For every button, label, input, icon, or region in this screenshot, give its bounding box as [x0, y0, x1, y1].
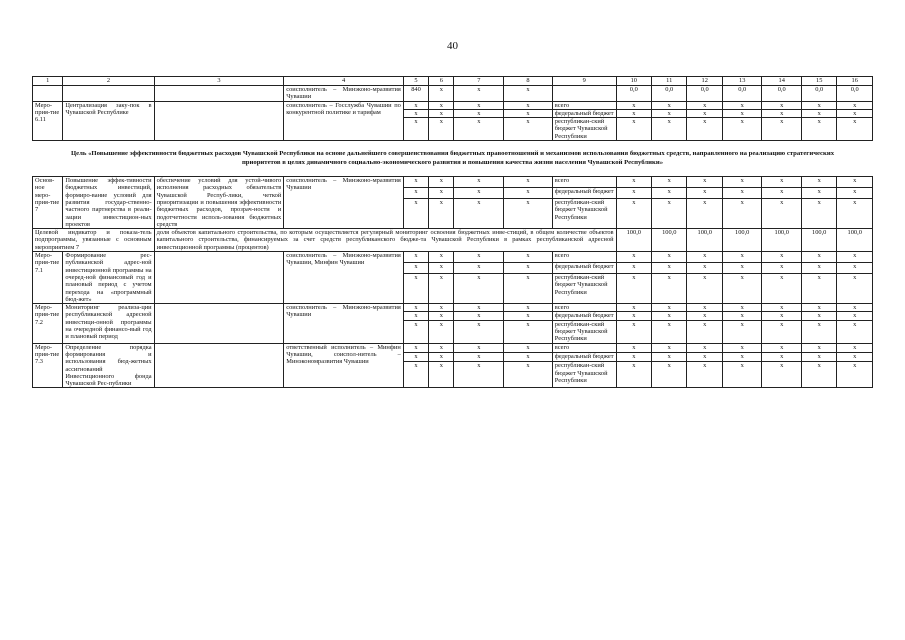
value-cell: x	[762, 362, 802, 388]
measure-name: Формирование рес-публиканской адрес-ной инвестиционной программы на очеред-ной финансовый год и плановый период с учетом перехода на «программный бюд-жет»	[63, 252, 154, 304]
funding-source: федеральный бюджет	[552, 312, 616, 320]
value-cell: x	[454, 198, 504, 228]
funding-source: республикан-ский бюджет Чувашской Республики	[552, 118, 616, 141]
value-cell: x	[652, 188, 687, 199]
value-cell: x	[687, 273, 722, 303]
table-row	[33, 86, 873, 102]
value-cell: 0,0	[837, 86, 873, 102]
measure-name: Повышение эффек-тивности бюджетных инвестиций, формиро-вание условий для развития государ-ственно-частного партнерства в реали-зации инвестицион-ных проектов	[63, 177, 154, 229]
value-cell: x	[801, 262, 836, 273]
value-cell: x	[454, 304, 504, 312]
value-cell: x	[504, 118, 553, 141]
value-cell: x	[722, 362, 762, 388]
value-cell: x	[762, 252, 802, 263]
value-cell: x	[687, 101, 722, 109]
column-number-row	[33, 77, 873, 86]
value-cell: x	[454, 177, 504, 188]
value-cell: x	[454, 101, 504, 109]
value-cell: x	[801, 320, 836, 343]
value-cell: x	[652, 312, 687, 320]
funding-source: федеральный бюджет	[552, 109, 616, 117]
value-cell: x	[652, 177, 687, 188]
value-cell: x	[837, 252, 873, 263]
executor-cell: соисполнитель – Минэконо-мразвития Чувашии	[284, 304, 404, 343]
value-cell: x	[504, 262, 553, 273]
goal-heading: Цель «Повышение эффективности бюджетных расходов Чувашской Республики на основе дальнейшего совершенствования бюджетных правоотношений и механизмов использования бюджетных средств, направленного на реализацию стратегических приоритетов в целях динамичного социально-экономического развития и повышения качества жизни населения Чувашской Республики»	[33, 141, 873, 177]
value-cell: x	[429, 188, 454, 199]
value-cell: x	[652, 198, 687, 228]
funding-source: всего	[552, 343, 616, 352]
value-cell: x	[429, 86, 454, 102]
value-cell: x	[801, 353, 836, 362]
value-cell: x	[454, 362, 504, 388]
value-cell: 0,0	[801, 86, 836, 102]
value-cell: x	[616, 262, 651, 273]
value-cell: x	[616, 343, 651, 352]
value-cell: x	[722, 198, 762, 228]
value-cell: x	[454, 353, 504, 362]
value-cell: x	[762, 273, 802, 303]
value-cell: x	[687, 188, 722, 199]
value-cell: x	[454, 273, 504, 303]
value-cell: x	[429, 252, 454, 263]
column-header: 3	[154, 77, 284, 86]
value-cell: x	[687, 320, 722, 343]
value-cell: x	[403, 262, 428, 273]
value-cell: x	[403, 198, 428, 228]
funding-source: республикан-ский бюджет Чувашской Республики	[552, 273, 616, 303]
column-header: 13	[722, 77, 762, 86]
value-cell: x	[837, 312, 873, 320]
value-cell: x	[687, 343, 722, 352]
value-cell: x	[616, 101, 651, 109]
value-cell: x	[429, 320, 454, 343]
value-cell: x	[652, 262, 687, 273]
column-header: 9	[552, 77, 616, 86]
value-cell: x	[616, 304, 651, 312]
value-cell: x	[616, 198, 651, 228]
value-cell: x	[837, 320, 873, 343]
value-cell: x	[504, 312, 553, 320]
value-cell: x	[504, 198, 553, 228]
value-cell: x	[801, 177, 836, 188]
value-cell: x	[687, 353, 722, 362]
executor-cell: соисполнитель – Минэконо-мразвития Чувашии, Минфин Чувашии	[284, 252, 404, 304]
value-cell: x	[652, 109, 687, 117]
value-cell: 840	[403, 86, 428, 102]
table-row	[33, 343, 873, 352]
value-cell: x	[722, 177, 762, 188]
value-cell: x	[762, 312, 802, 320]
funding-source: всего	[552, 101, 616, 109]
funding-source: федеральный бюджет	[552, 353, 616, 362]
value-cell: x	[504, 188, 553, 199]
value-cell: x	[429, 198, 454, 228]
value-cell: x	[837, 273, 873, 303]
funding-source: всего	[552, 252, 616, 263]
column-header: 14	[762, 77, 802, 86]
funding-source: всего	[552, 177, 616, 188]
value-cell: x	[454, 343, 504, 352]
value-cell: x	[687, 109, 722, 117]
value-cell: x	[762, 101, 802, 109]
column-header: 10	[616, 77, 651, 86]
column-header: 6	[429, 77, 454, 86]
value-cell: x	[652, 101, 687, 109]
value-cell: x	[652, 362, 687, 388]
value-cell: x	[652, 353, 687, 362]
value-cell: x	[454, 320, 504, 343]
value-cell: 0,0	[652, 86, 687, 102]
value-cell: x	[652, 118, 687, 141]
value-cell: 0,0	[616, 86, 651, 102]
value-cell: x	[837, 118, 873, 141]
measure-number: Меро-прия-тие 7.2	[33, 304, 63, 343]
value-cell: x	[403, 362, 428, 388]
value-cell: x	[837, 304, 873, 312]
page-number: 40	[447, 40, 458, 52]
measure-name: Централизация заку-пок в Чувашской Республике	[63, 101, 154, 140]
value-cell: x	[762, 343, 802, 352]
value-cell: x	[616, 362, 651, 388]
value-cell: x	[429, 343, 454, 352]
value-cell: x	[504, 177, 553, 188]
value-cell: x	[504, 353, 553, 362]
value-cell: x	[762, 304, 802, 312]
value-cell: x	[504, 320, 553, 343]
value-cell: x	[652, 320, 687, 343]
value-cell: x	[454, 109, 504, 117]
value-cell: x	[801, 118, 836, 141]
funding-source: республикан-ский бюджет Чувашской Республики	[552, 198, 616, 228]
value-cell: x	[801, 273, 836, 303]
value-cell: x	[687, 304, 722, 312]
value-cell: x	[454, 252, 504, 263]
value-cell: x	[403, 353, 428, 362]
indicator-text: доля объектов капитального строительства, по которым осуществляется регулярный мониторинг освоения бюджетных инве-стиций, в общем количестве объектов капитального строительства, финансируемых за счет средств республиканского бюдже-та Чувашской Республики в рамках республиканской адресной инвестиционной программы (процентов)	[154, 229, 616, 252]
column-header: 2	[63, 77, 154, 86]
measure-name: Определение порядка формирования и использования бюд-жетных ассигнований Инвестиционного фонда Чувашской Рес-публики	[63, 343, 154, 388]
value-cell: x	[722, 320, 762, 343]
column-header: 11	[652, 77, 687, 86]
value-cell: x	[454, 118, 504, 141]
value-cell: x	[652, 304, 687, 312]
value-cell: x	[403, 118, 428, 141]
value-cell: x	[616, 177, 651, 188]
value-cell: x	[616, 353, 651, 362]
value-cell: x	[429, 312, 454, 320]
value-cell: x	[403, 343, 428, 352]
value-cell: x	[837, 188, 873, 199]
value-cell: x	[801, 109, 836, 117]
value-cell: x	[504, 101, 553, 109]
value-cell: x	[837, 353, 873, 362]
value-cell: x	[722, 353, 762, 362]
value-cell: x	[687, 362, 722, 388]
column-header: 7	[454, 77, 504, 86]
value-cell: x	[722, 343, 762, 352]
measure-number: Основ-ное меро-прия-тие 7	[33, 177, 63, 229]
value-cell: x	[801, 198, 836, 228]
column-header: 12	[687, 77, 722, 86]
value-cell: x	[801, 101, 836, 109]
value-cell: 0,0	[687, 86, 722, 102]
value-cell: x	[722, 252, 762, 263]
value-cell: x	[837, 177, 873, 188]
executor-cell: соисполнитель – Минэконо-мразвития Чувашии	[284, 177, 404, 229]
value-cell: x	[652, 273, 687, 303]
value-cell: 0,0	[762, 86, 802, 102]
value-cell: x	[722, 188, 762, 199]
value-cell: x	[429, 362, 454, 388]
value-cell: x	[722, 262, 762, 273]
value-cell: x	[454, 312, 504, 320]
value-cell: x	[504, 109, 553, 117]
indicator-label: Целевой индикатор и показа-тель подпрограммы, увязанные с основным мероприятием 7	[33, 229, 155, 252]
value-cell: x	[616, 312, 651, 320]
value-cell: x	[429, 177, 454, 188]
value-cell: x	[801, 312, 836, 320]
value-cell: x	[429, 118, 454, 141]
measure-number: Меро-прия-тие 7.1	[33, 252, 63, 304]
table-row	[33, 252, 873, 263]
goal-row	[33, 141, 873, 177]
value-cell: x	[403, 177, 428, 188]
indicator-value: 100,0	[762, 229, 802, 252]
program-table	[32, 76, 873, 388]
column-header: 5	[403, 77, 428, 86]
value-cell: x	[504, 252, 553, 263]
value-cell: x	[722, 273, 762, 303]
value-cell: x	[722, 304, 762, 312]
value-cell: x	[722, 101, 762, 109]
executor-cell: соисполнитель – Госслужба Чувашии по конкурентной политике и тарифам	[284, 101, 404, 140]
indicator-value: 100,0	[722, 229, 762, 252]
value-cell: x	[801, 362, 836, 388]
value-cell: x	[504, 362, 553, 388]
value-cell: x	[429, 273, 454, 303]
indicator-value: 100,0	[801, 229, 836, 252]
value-cell: x	[616, 320, 651, 343]
funding-source: федеральный бюджет	[552, 188, 616, 199]
indicator-value: 100,0	[652, 229, 687, 252]
measure-number: Меро-прия-тие 7.3	[33, 343, 63, 388]
value-cell: x	[801, 188, 836, 199]
value-cell: x	[722, 109, 762, 117]
value-cell: x	[801, 343, 836, 352]
measure-name: Мониторинг реализа-ции республиканской адресной инвестици-онной программы на очередной финансо-вый год и плановый период	[63, 304, 154, 343]
value-cell: x	[504, 273, 553, 303]
value-cell: x	[687, 312, 722, 320]
value-cell: x	[616, 118, 651, 141]
column-header: 4	[284, 77, 404, 86]
executor-cell: соисполнитель – Минэконо-мразвития Чувашии	[284, 86, 404, 102]
measure-description: обеспечение условий для устой-чивого исполнения расходных обязательств Чувашской Респуб-лики, четкой приоритизации и повышения эффективности бюджетных расходов, прозрач-ности и подотчетности исполь-зования бюджетных средств	[154, 177, 284, 229]
value-cell: x	[429, 101, 454, 109]
funding-source: всего	[552, 304, 616, 312]
funding-source: федеральный бюджет	[552, 262, 616, 273]
value-cell: x	[504, 86, 553, 102]
column-header: 16	[837, 77, 873, 86]
value-cell: x	[722, 118, 762, 141]
value-cell: x	[762, 188, 802, 199]
value-cell: x	[403, 304, 428, 312]
value-cell: x	[616, 273, 651, 303]
column-header: 8	[504, 77, 553, 86]
value-cell: x	[801, 252, 836, 263]
value-cell: x	[762, 177, 802, 188]
measure-number: Меро-прия-тие 6.11	[33, 101, 63, 140]
value-cell: x	[429, 304, 454, 312]
value-cell: x	[762, 198, 802, 228]
value-cell: x	[762, 320, 802, 343]
value-cell: x	[454, 262, 504, 273]
value-cell: x	[403, 188, 428, 199]
value-cell: x	[837, 262, 873, 273]
value-cell: x	[403, 320, 428, 343]
value-cell: x	[762, 262, 802, 273]
table-row	[33, 101, 873, 109]
value-cell: x	[616, 109, 651, 117]
value-cell: x	[687, 262, 722, 273]
value-cell: 0,0	[722, 86, 762, 102]
value-cell: x	[616, 252, 651, 263]
value-cell: x	[687, 252, 722, 263]
value-cell: x	[762, 353, 802, 362]
indicator-value: 100,0	[687, 229, 722, 252]
indicator-row	[33, 229, 873, 252]
value-cell: x	[722, 312, 762, 320]
value-cell: x	[616, 188, 651, 199]
value-cell: x	[403, 101, 428, 109]
value-cell: x	[454, 86, 504, 102]
value-cell: x	[403, 252, 428, 263]
value-cell: x	[837, 362, 873, 388]
column-header: 15	[801, 77, 836, 86]
value-cell: x	[403, 109, 428, 117]
value-cell: x	[454, 188, 504, 199]
value-cell: x	[687, 198, 722, 228]
value-cell: x	[801, 304, 836, 312]
value-cell: x	[837, 101, 873, 109]
table-row	[33, 304, 873, 312]
value-cell: x	[652, 252, 687, 263]
column-header: 1	[33, 77, 63, 86]
value-cell: x	[837, 343, 873, 352]
value-cell: x	[762, 109, 802, 117]
value-cell: x	[403, 312, 428, 320]
value-cell: x	[429, 109, 454, 117]
value-cell: x	[687, 118, 722, 141]
executor-cell: ответственный исполнитель – Минфин Чувашии, соиспол-нитель – Минэкономразвития Чувашии	[284, 343, 404, 388]
table-row	[33, 177, 873, 188]
value-cell: x	[687, 177, 722, 188]
value-cell: x	[403, 273, 428, 303]
funding-source: республикан-ский бюджет Чувашской Республики	[552, 320, 616, 343]
funding-source: республикан-ский бюджет Чувашской Республики	[552, 362, 616, 388]
value-cell: x	[762, 118, 802, 141]
value-cell: x	[429, 353, 454, 362]
value-cell: x	[429, 262, 454, 273]
value-cell: x	[837, 109, 873, 117]
indicator-value: 100,0	[837, 229, 873, 252]
value-cell: x	[504, 304, 553, 312]
value-cell: x	[837, 198, 873, 228]
indicator-value: 100,0	[616, 229, 651, 252]
value-cell: x	[504, 343, 553, 352]
value-cell: x	[652, 343, 687, 352]
